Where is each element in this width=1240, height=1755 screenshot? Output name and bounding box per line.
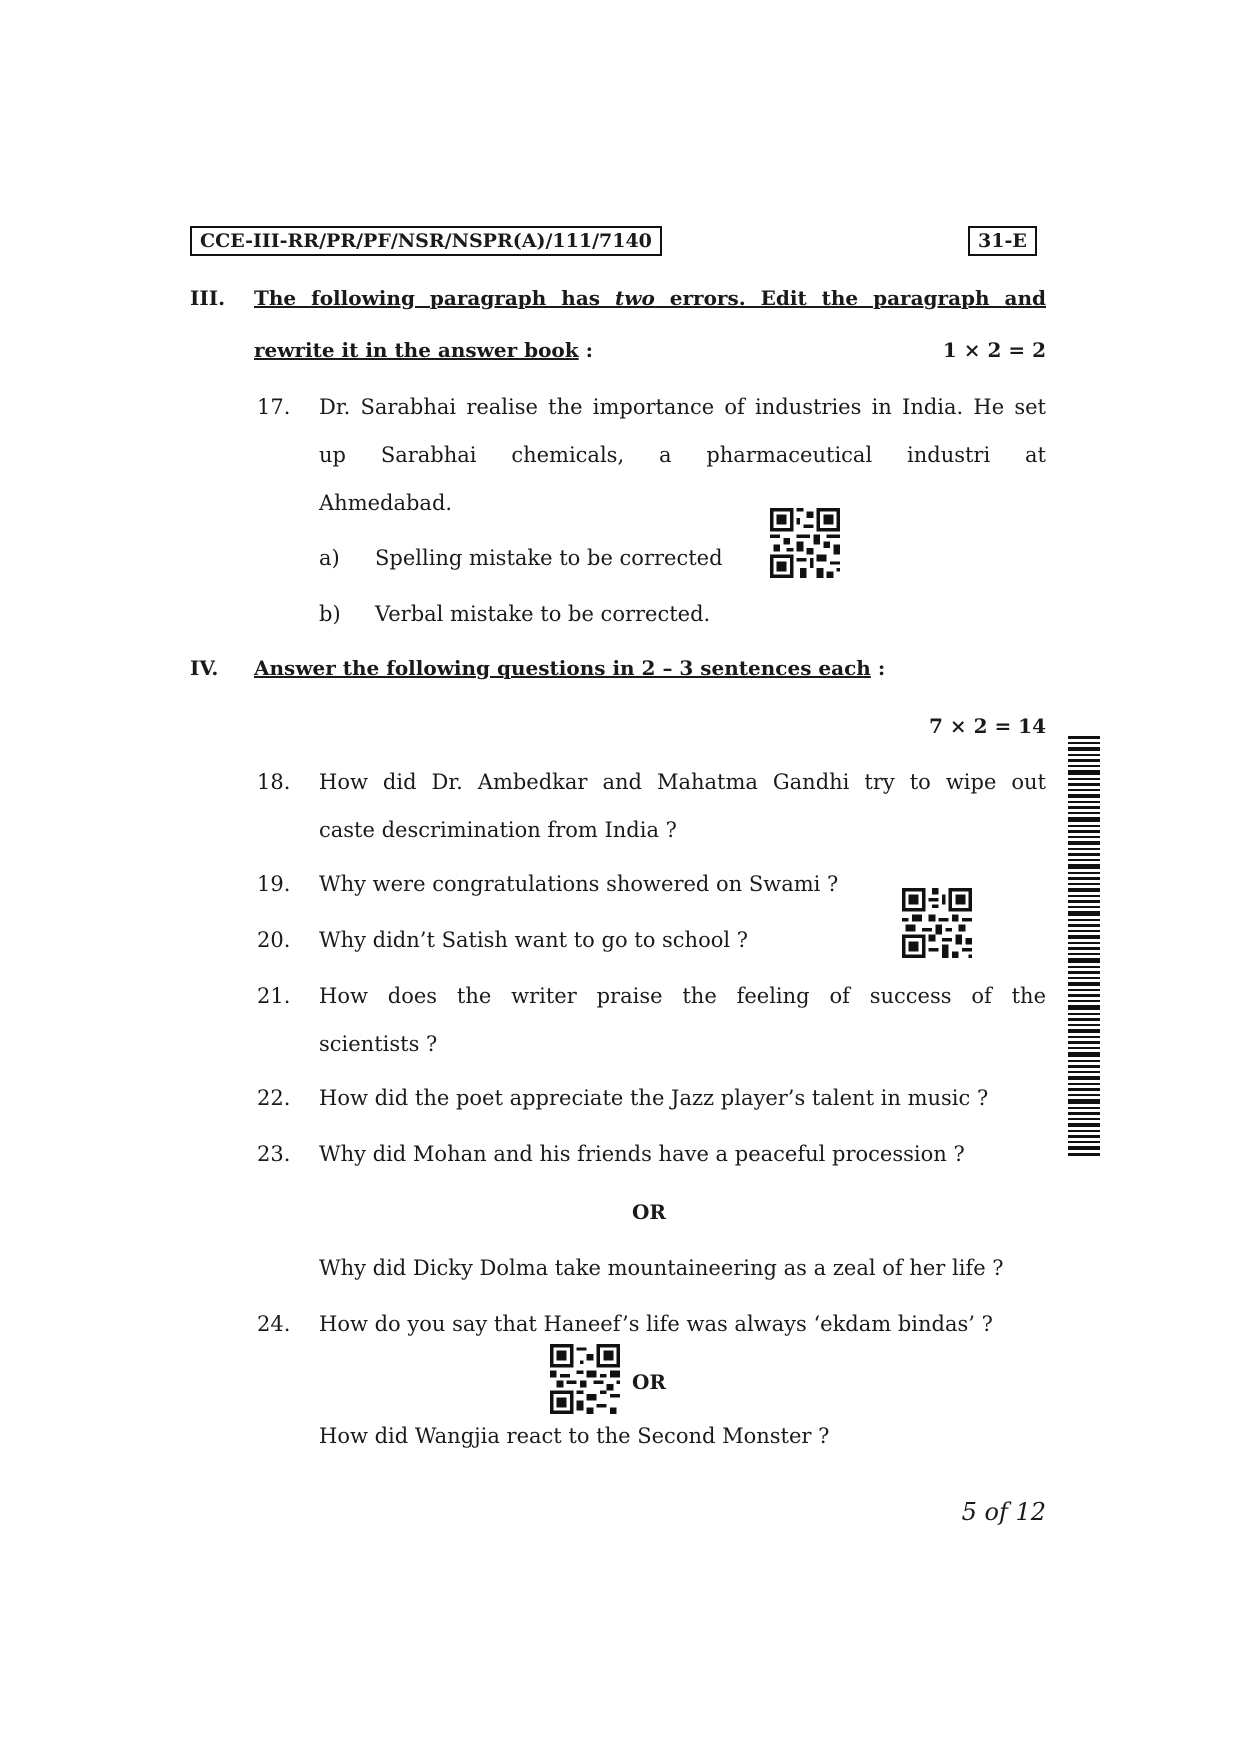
question-18-line1: How did Dr. Ambedkar and Mahatma Gandhi try to wipe out	[319, 770, 1046, 794]
section-4-colon: :	[877, 656, 886, 680]
qr-code-icon	[550, 1344, 620, 1414]
section-4-marks: 7 × 2 = 14	[928, 714, 1046, 738]
question-23-number: 23.	[257, 1142, 291, 1166]
question-21-line2: scientists ?	[319, 1032, 438, 1056]
section-3-instruction-line2-wrap	[254, 338, 593, 362]
page-number: 5 of 12	[961, 1498, 1046, 1526]
section-3-instruction-part1: The following paragraph has	[254, 286, 616, 310]
option-a-label: a)	[319, 546, 340, 570]
question-17-line2: up Sarabhai chemicals, a pharmaceutical industri at	[319, 443, 1046, 467]
question-19-number: 19.	[257, 872, 291, 896]
question-18-line2: caste descrimination from India ?	[319, 818, 677, 842]
section-4-instruction-wrap	[254, 656, 885, 680]
section-4-number: IV.	[190, 656, 219, 680]
question-18-text	[319, 758, 1046, 854]
section-3-colon: :	[585, 338, 593, 362]
question-17-line1: Dr. Sarabhai realise the importance of industries in India. He set	[319, 395, 1046, 419]
question-21-number: 21.	[257, 984, 291, 1008]
question-23-text: Why did Mohan and his friends have a peaceful procession ?	[319, 1142, 965, 1166]
barcode-icon	[1068, 736, 1100, 1156]
section-3-instruction-line2: rewrite it in the answer book	[254, 338, 579, 362]
question-20-text: Why didn’t Satish want to go to school ?	[319, 928, 749, 952]
question-20-number: 20.	[257, 928, 291, 952]
section-3-number: III.	[190, 286, 226, 310]
question-22-text: How did the poet appreciate the Jazz player’s talent in music ?	[319, 1086, 989, 1110]
section-3-instruction-part2: errors. Edit the paragraph and	[654, 286, 1046, 310]
paper-code-box: 31-E	[968, 226, 1037, 256]
question-24-or: OR	[632, 1370, 667, 1394]
question-24-number: 24.	[257, 1312, 291, 1336]
question-17-text	[319, 383, 1046, 527]
qr-code-icon	[902, 888, 972, 958]
option-a-text: Spelling mistake to be corrected	[375, 546, 723, 570]
question-22-number: 22.	[257, 1086, 291, 1110]
question-23-alt-text: Why did Dicky Dolma take mountaineering as a zeal of her life ?	[319, 1256, 1004, 1280]
question-17-line3: Ahmedabad.	[319, 491, 453, 515]
question-19-text: Why were congratulations showered on Swami ?	[319, 872, 839, 896]
section-3-instruction-emph: two	[615, 286, 655, 310]
question-24-alt-text: How did Wangjia react to the Second Monster ?	[319, 1424, 830, 1448]
qr-code-icon	[770, 508, 840, 578]
section-3-marks: 1 × 2 = 2	[942, 338, 1046, 362]
question-18-number: 18.	[257, 770, 291, 794]
option-b-text: Verbal mistake to be corrected.	[375, 602, 711, 626]
exam-code-box: CCE-III-RR/PR/PF/NSR/NSPR(A)/111/7140	[190, 226, 662, 256]
section-3-instruction	[254, 286, 1046, 310]
question-24-text: How do you say that Haneef’s life was always ‘ekdam bindas’ ?	[319, 1312, 993, 1336]
question-21-line1: How does the writer praise the feeling of success of the	[319, 984, 1046, 1008]
option-b-label: b)	[319, 602, 341, 626]
question-17-number: 17.	[257, 395, 291, 419]
question-23-or: OR	[632, 1200, 667, 1224]
section-4-instruction: Answer the following questions in 2 – 3 sentences each	[254, 656, 871, 680]
question-21-text	[319, 972, 1046, 1068]
